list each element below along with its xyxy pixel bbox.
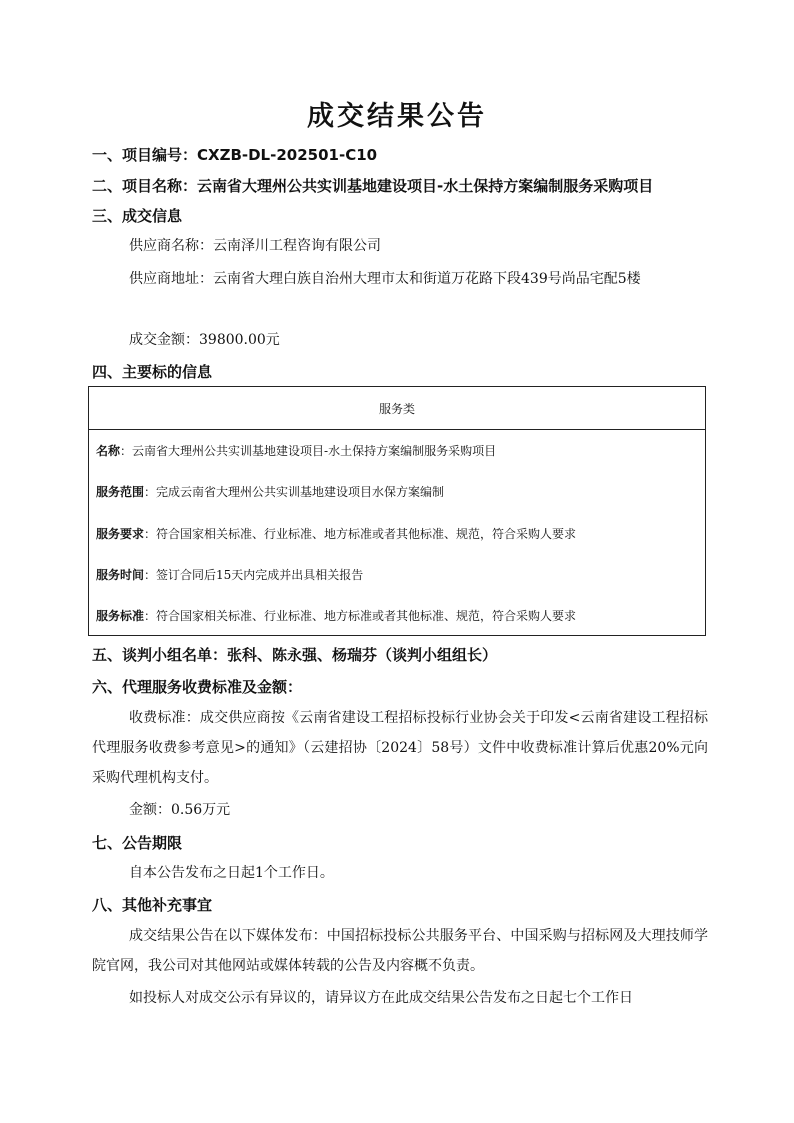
table-row	[96, 484, 444, 500]
row-label: 服务要求	[96, 527, 145, 541]
row-label: 名称	[96, 444, 121, 458]
row-label: 服务标准	[96, 609, 145, 623]
project-name-heading: 二、项目名称：云南省大理州公共实训基地建设项目-水土保持方案编制服务采购项目	[92, 177, 654, 195]
row-value: ：符合国家相关标准、行业标准、地方标准或者其他标准、规范，符合采购人要求	[144, 609, 577, 623]
table-header: 服务类	[89, 387, 705, 430]
notice-period-text: 自本公告发布之日起1个工作日。	[129, 865, 334, 881]
supplier-name: 供应商名称：云南泽川工程咨询有限公司	[129, 238, 381, 254]
table-row	[96, 526, 576, 542]
fee-standard: 收费标准：成交供应商按《云南省建设工程招标投标行业协会关于印发<云南省建设工程招标代理服务收费参考意见>的通知》（云建招协〔2024〕58号）文件中收费标准计算后优惠20%元向采购代理机构支付。	[92, 710, 708, 786]
project-number-heading: 一、项目编号：CXZB-DL-202501-C10	[92, 146, 378, 164]
row-value: ：云南省大理州公共实训基地建设项目-水土保持方案编制服务采购项目	[120, 444, 497, 458]
agency-fee-heading: 六、代理服务收费标准及金额：	[92, 678, 303, 696]
row-value: ：完成云南省大理州公共实训基地建设项目水保方案编制	[144, 485, 445, 499]
supplier-address: 供应商地址：云南省大理白族自治州大理市太和街道万花路下段439号尚品宅配5楼	[129, 271, 641, 287]
notice-period-heading: 七、公告期限	[92, 834, 183, 852]
page-title: 成交结果公告	[307, 101, 487, 132]
objection-text: 如投标人对成交公示有异议的，请异议方在此成交结果公告发布之日起七个工作日	[129, 990, 633, 1006]
fee-amount: 金额：0.56万元	[129, 802, 231, 818]
other-matters-heading: 八、其他补充事宜	[92, 896, 213, 914]
table-row	[96, 443, 496, 459]
subject-info-heading: 四、主要标的信息	[92, 363, 213, 381]
row-value: ：符合国家相关标准、行业标准、地方标准或者其他标准、规范，符合采购人要求	[144, 527, 577, 541]
negotiation-team-heading: 五、谈判小组名单：张科、陈永强、杨瑞芬（谈判小组组长）	[92, 646, 498, 664]
table-row	[96, 567, 363, 583]
subject-info-table	[88, 386, 706, 636]
row-value: ：签订合同后15天内完成并出具相关报告	[144, 568, 364, 582]
row-label: 服务时间	[96, 568, 145, 582]
table-row	[96, 608, 576, 624]
deal-info-heading: 三、成交信息	[92, 207, 183, 225]
media-publication-text: 成交结果公告在以下媒体发布：中国招标投标公共服务平台、中国采购与招标网及大理技师学院官网，我公司对其他网站或媒体转载的公告及内容概不负责。	[92, 928, 708, 974]
row-label: 服务范围	[96, 485, 145, 499]
deal-amount: 成交金额：39800.00元	[129, 332, 280, 348]
